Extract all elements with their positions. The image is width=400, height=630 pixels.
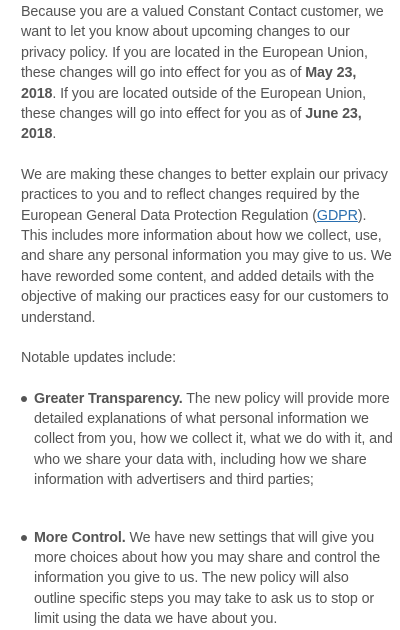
reason-paragraph: [21, 165, 393, 328]
intro-text-2: . If you are located outside of the European Union, these changes will go into effect for you as of: [21, 85, 367, 123]
bullet-dot-icon: [21, 535, 27, 541]
intro-paragraph: [21, 2, 393, 145]
gdpr-link[interactable]: GDPR: [316, 207, 358, 224]
email-body: [21, 0, 393, 630]
bullet-dot-icon: [21, 396, 27, 402]
bullet-heading: More Control.: [34, 529, 126, 546]
reason-text-2: ). This includes more information about how we collect, use, and share any personal information you may give to us. We have reworded some content, and added details with the objective of making our practices easy for our customers to understand.: [21, 207, 392, 326]
intro-text-3: .: [52, 126, 57, 143]
eu-effective-date: May 23, 2018: [21, 65, 357, 102]
bullet-text: We have new settings that will give you more choices about how you may share and control the information you give to us. The new policy will also outline specific steps you may take to ask us to stop or limit using the data we have about you.: [34, 529, 381, 628]
list-item: [21, 389, 393, 491]
non-eu-effective-date: June 23, 2018: [21, 106, 362, 143]
reason-text-1: We are making these changes to better explain our privacy practices to you and to reflect changes required by the European General Data Protection Regulation (: [21, 166, 388, 224]
bullet-heading: Greater Transparency.: [34, 390, 183, 407]
notable-updates-intro: Notable updates include:: [21, 350, 176, 367]
list-item: [21, 528, 393, 630]
intro-text-1: Because you are a valued Constant Contact customer, we want to let you know about upcoming changes to our privacy policy. If you are located in the European Union, these changes will go into effect for you as of: [21, 4, 384, 82]
bullet-text: The new policy will provide more detailed explanations of what personal information we collect from you, how we collect it, what we do with it, and who we share your data with, including how we share information with advertisers and third parties;: [34, 390, 393, 489]
